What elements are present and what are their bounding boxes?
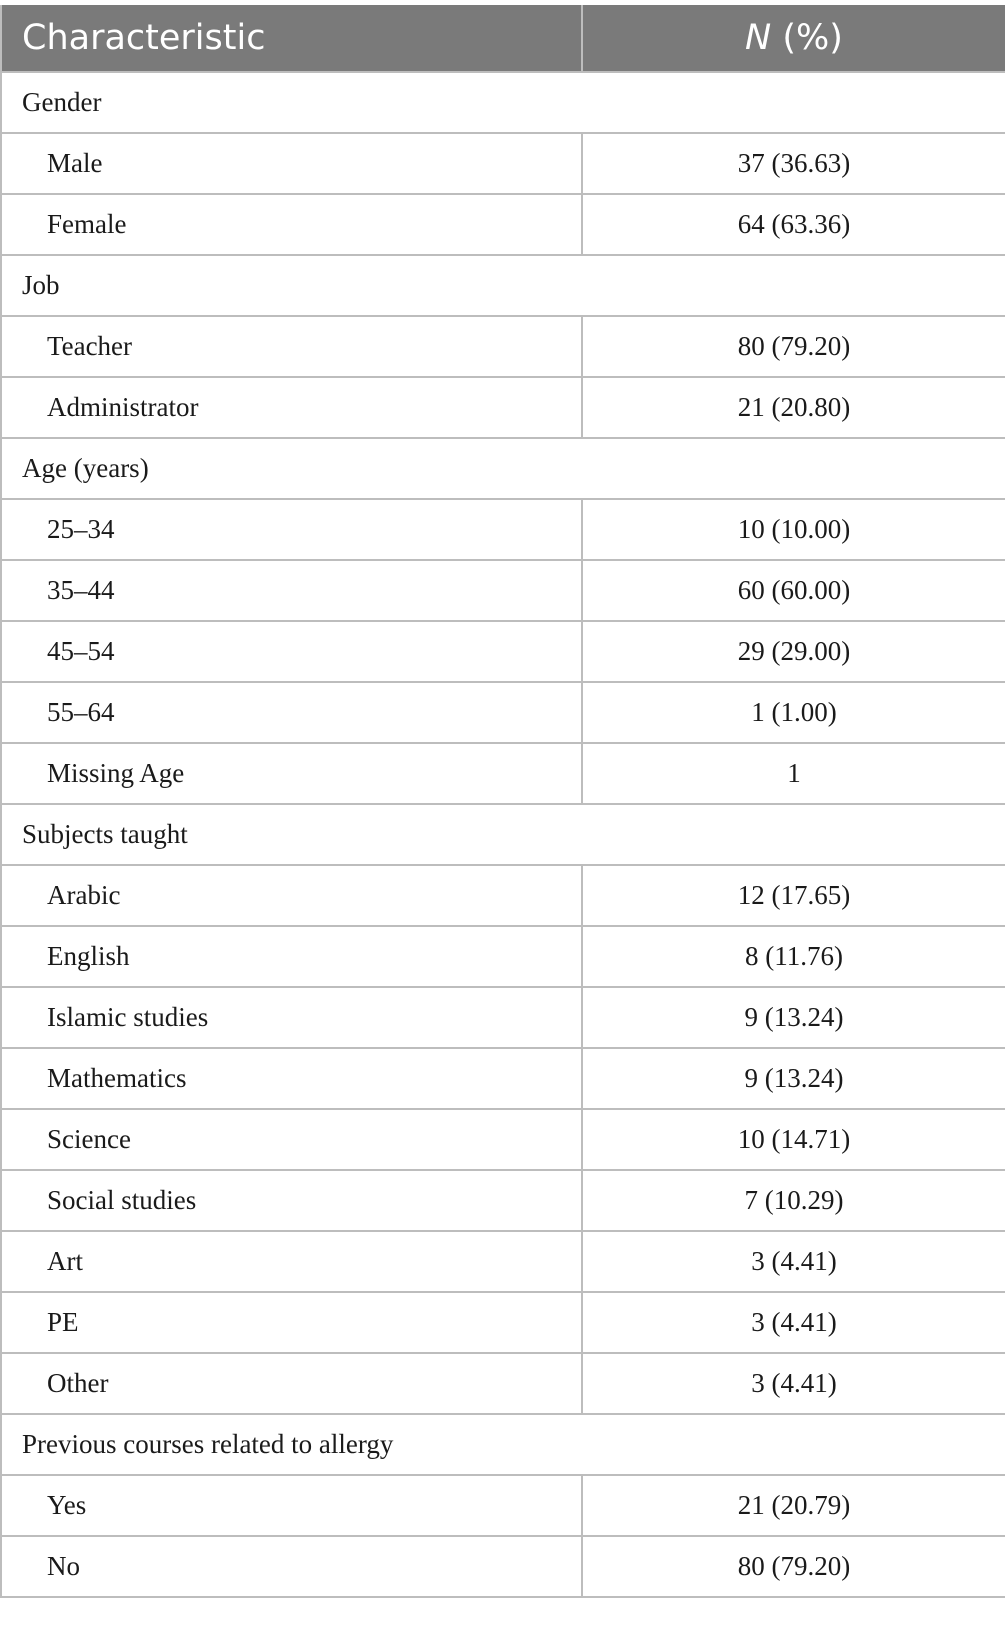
row-value: 21 (20.79) xyxy=(582,1475,1005,1536)
row-value: 80 (79.20) xyxy=(582,316,1005,377)
row-value: 64 (63.36) xyxy=(582,194,1005,255)
table-row xyxy=(1,1475,1005,1536)
row-value: 12 (17.65) xyxy=(582,865,1005,926)
table-row xyxy=(1,316,1005,377)
table-row xyxy=(1,743,1005,804)
table-row xyxy=(1,865,1005,926)
row-label: Yes xyxy=(1,1475,582,1536)
table-row xyxy=(1,1292,1005,1353)
row-value: 37 (36.63) xyxy=(582,133,1005,194)
row-label: 25–34 xyxy=(1,499,582,560)
table-row xyxy=(1,1536,1005,1597)
table-row xyxy=(1,194,1005,255)
row-value: 3 (4.41) xyxy=(582,1353,1005,1414)
table-row xyxy=(1,621,1005,682)
row-label: English xyxy=(1,926,582,987)
row-label: PE xyxy=(1,1292,582,1353)
row-label: Art xyxy=(1,1231,582,1292)
table-row-group xyxy=(1,804,1005,865)
row-value: 3 (4.41) xyxy=(582,1292,1005,1353)
table-row xyxy=(1,560,1005,621)
percent-label: (%) xyxy=(771,18,843,58)
table-row xyxy=(1,1231,1005,1292)
row-label: Arabic xyxy=(1,865,582,926)
column-header-characteristic: Characteristic xyxy=(1,5,582,72)
row-value: 29 (29.00) xyxy=(582,621,1005,682)
group-label: Previous courses related to allergy xyxy=(1,1414,1005,1475)
row-label: Science xyxy=(1,1109,582,1170)
row-label: Islamic studies xyxy=(1,987,582,1048)
row-value: 21 (20.80) xyxy=(582,377,1005,438)
row-label: 55–64 xyxy=(1,682,582,743)
table-row xyxy=(1,1353,1005,1414)
table-header-row xyxy=(1,5,1005,72)
table-row xyxy=(1,987,1005,1048)
row-value: 1 xyxy=(582,743,1005,804)
row-label: No xyxy=(1,1536,582,1597)
table-row xyxy=(1,1048,1005,1109)
row-label: Male xyxy=(1,133,582,194)
row-label: Mathematics xyxy=(1,1048,582,1109)
row-value: 1 (1.00) xyxy=(582,682,1005,743)
table-row xyxy=(1,682,1005,743)
row-label: Female xyxy=(1,194,582,255)
row-value: 7 (10.29) xyxy=(582,1170,1005,1231)
n-letter: N xyxy=(745,18,772,58)
row-value: 60 (60.00) xyxy=(582,560,1005,621)
row-label: Other xyxy=(1,1353,582,1414)
row-label: Social studies xyxy=(1,1170,582,1231)
group-label: Job xyxy=(1,255,1005,316)
table-row-group xyxy=(1,438,1005,499)
table-row xyxy=(1,1109,1005,1170)
row-value: 10 (10.00) xyxy=(582,499,1005,560)
table-row xyxy=(1,499,1005,560)
row-value: 9 (13.24) xyxy=(582,987,1005,1048)
row-label: 45–54 xyxy=(1,621,582,682)
table-row xyxy=(1,1170,1005,1231)
row-value: 8 (11.76) xyxy=(582,926,1005,987)
row-value: 9 (13.24) xyxy=(582,1048,1005,1109)
row-label: Administrator xyxy=(1,377,582,438)
table-row-group xyxy=(1,1414,1005,1475)
group-label: Gender xyxy=(1,72,1005,133)
column-header-n-percent xyxy=(582,5,1005,72)
table-row-group xyxy=(1,255,1005,316)
table-row xyxy=(1,377,1005,438)
row-value: 80 (79.20) xyxy=(582,1536,1005,1597)
table-row xyxy=(1,133,1005,194)
table-row xyxy=(1,926,1005,987)
row-label: 35–44 xyxy=(1,560,582,621)
row-label: Missing Age xyxy=(1,743,582,804)
row-value: 10 (14.71) xyxy=(582,1109,1005,1170)
table-row-group xyxy=(1,72,1005,133)
row-label: Teacher xyxy=(1,316,582,377)
group-label: Age (years) xyxy=(1,438,1005,499)
group-label: Subjects taught xyxy=(1,804,1005,865)
row-value: 3 (4.41) xyxy=(582,1231,1005,1292)
characteristics-table xyxy=(0,5,1005,1598)
